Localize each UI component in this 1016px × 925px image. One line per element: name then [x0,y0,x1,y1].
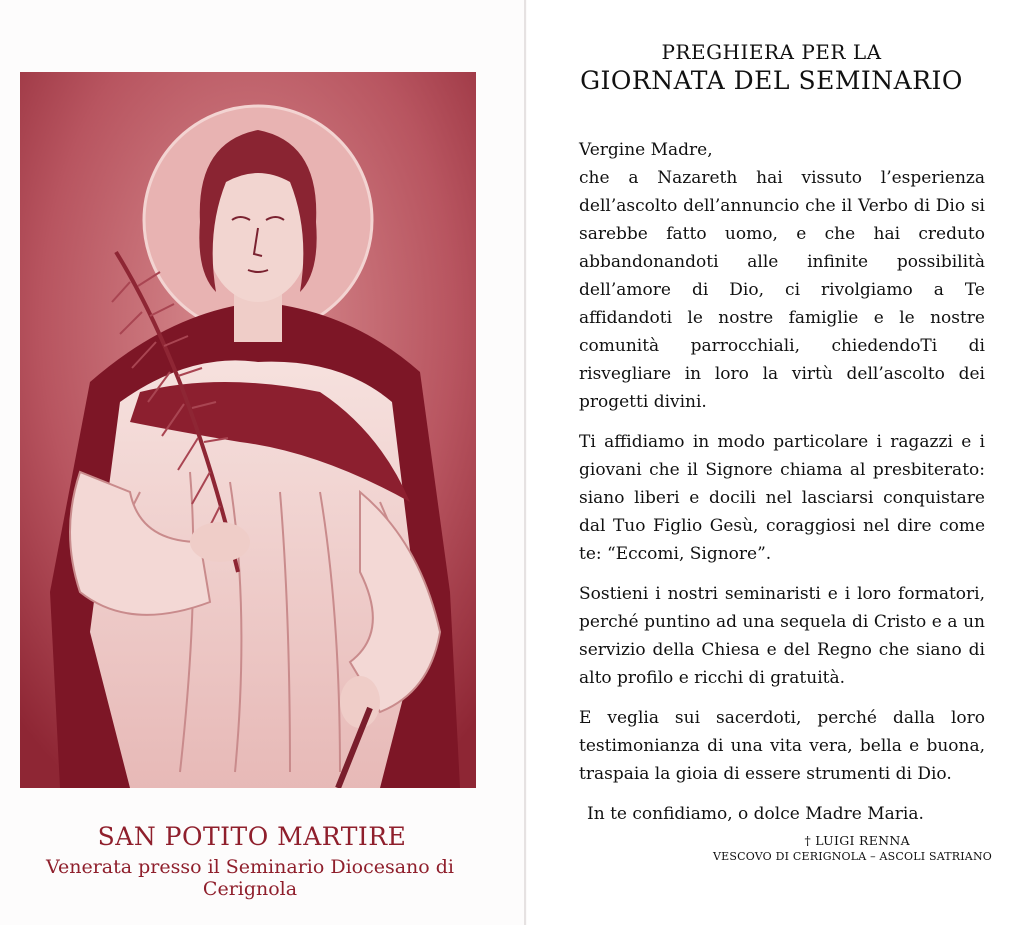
signature-name: † LUIGI RENNA [804,833,910,848]
prayer-closing: In te confidiamo, o dolce Madre Maria. [587,804,924,824]
right-panel [527,0,1016,925]
prayer-heading-line1: PREGHIERA PER LA [661,40,882,64]
saint-figure-illustration [20,72,476,788]
prayer-salutation: Vergine Madre, [579,140,713,160]
card-fold [524,0,526,925]
prayer-paragraph: che a Nazareth hai vissuto l’esperienza dell’ascolto dell’annuncio che il Verbo di Dio si sarebbe fatto uomo, e che hai creduto abbandonandoti alle infinite possibilità dell’amore di Dio, ci rivolgiamo a Te affidandoti le nostre famiglie e le nostre comunità parrocchiali, chiedendoTi di risvegliare in loro la virtù dell’ascolto dei progetti divini. [579,168,985,412]
prayer-heading-line2: GIORNATA DEL SEMINARIO [580,66,963,95]
saint-name: SAN POTITO MARTIRE [97,822,407,851]
hand-right [340,676,380,728]
prayer-paragraph: Sostieni i nostri seminaristi e i loro formatori, perché puntino ad una sequela di Cristo e a un servizio della Chiesa e del Regno che siano di alto profilo e ricchi di gratuità. [579,584,985,688]
signature-role: VESCOVO DI CERIGNOLA – ASCOLI SATRIANO [712,850,992,863]
hand-left [190,522,250,562]
saint-icon-artwork [20,72,476,788]
veneration-caption: Venerata presso il Seminario Diocesano di Cerignola [46,856,454,900]
prayer-text [579,136,985,840]
prayer-paragraph: Ti affidiamo in modo particolare i ragazzi e i giovani che il Signore chiama al presbiterato: siano liberi e docili nel lasciarsi conquistare dal Tuo Figlio Gesù, coraggiosi nel dire come te: “Eccomi, Signore”. [579,432,985,564]
prayer-paragraph: E veglia sui sacerdoti, perché dalla loro testimonianza di una vita vera, bella e buona, traspaia la gioia di essere strumenti di Dio. [579,708,985,784]
